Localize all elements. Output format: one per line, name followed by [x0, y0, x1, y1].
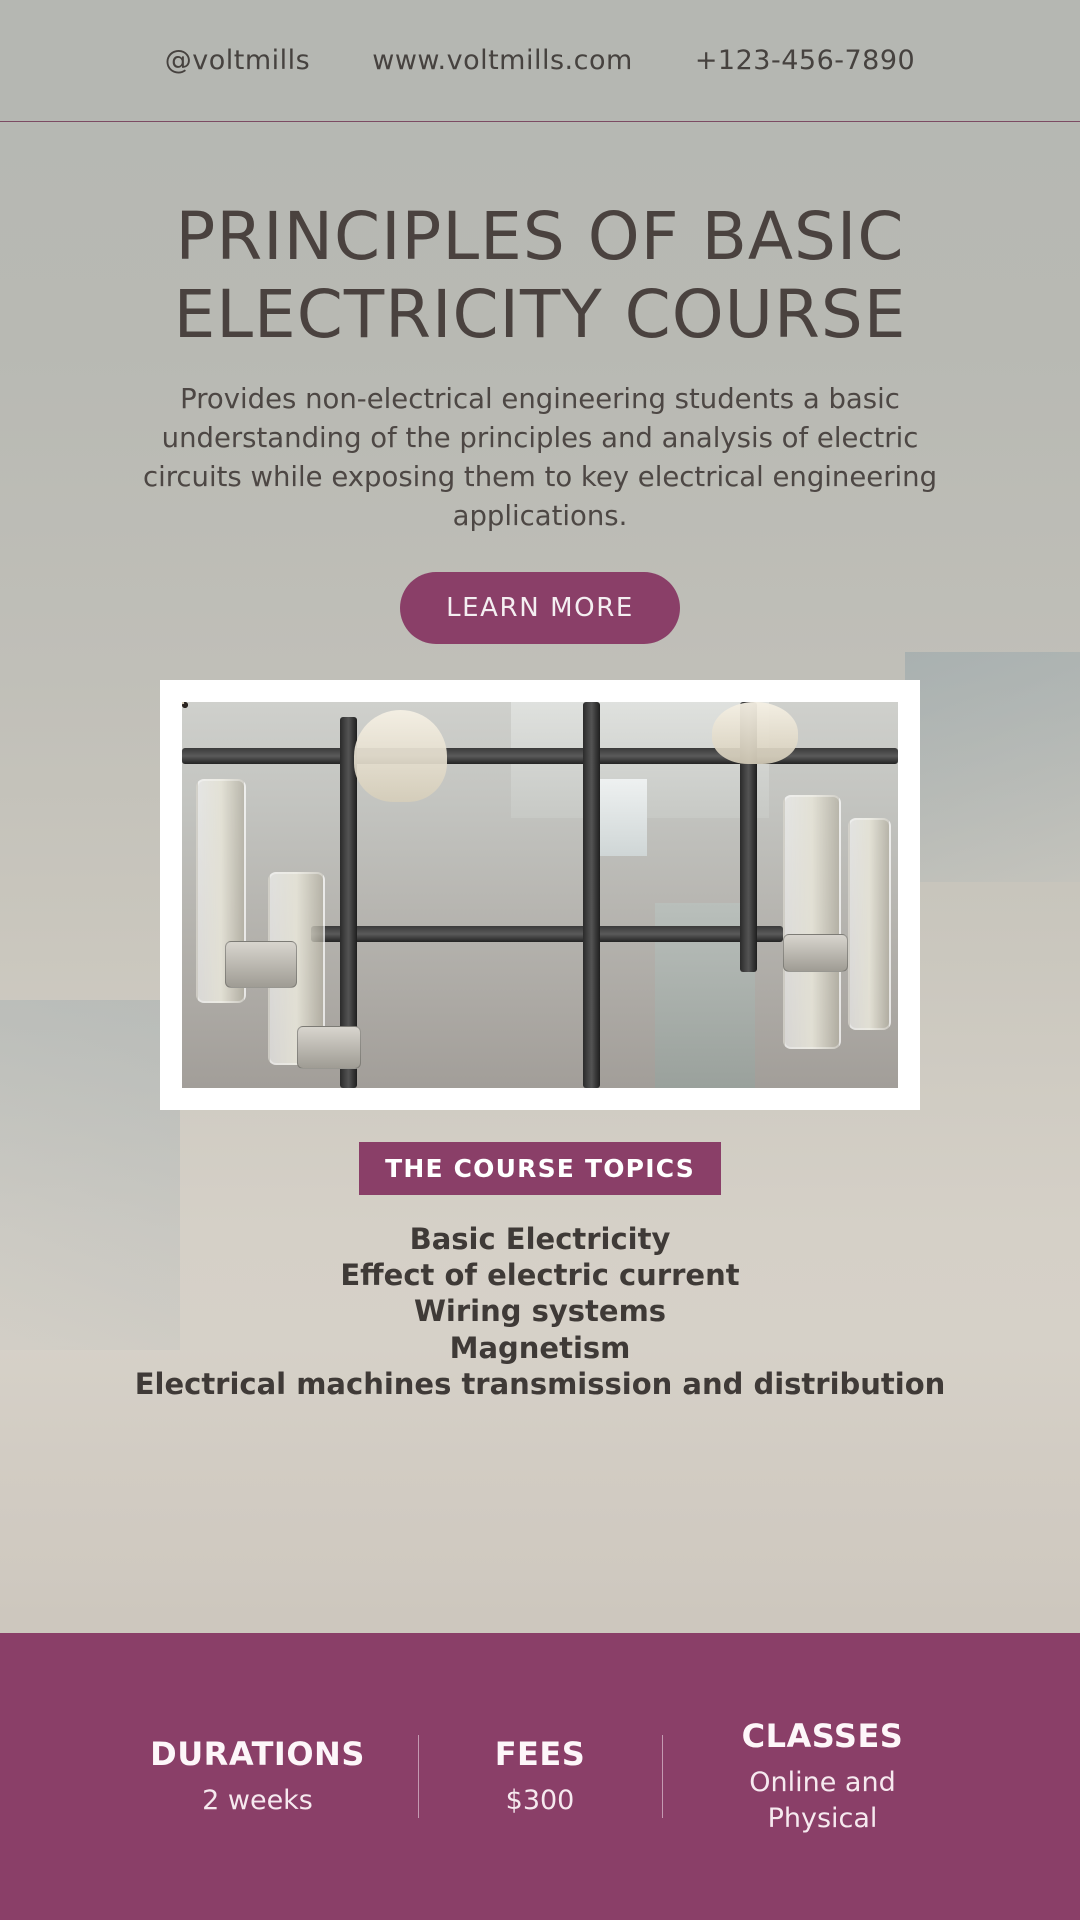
flask-top-right — [712, 702, 798, 764]
cta-container — [0, 572, 1080, 644]
topics-list — [0, 1221, 1080, 1402]
pipe-vertical-mid — [583, 702, 600, 1088]
list-item: Wiring systems — [413, 1294, 667, 1329]
valve-left — [225, 941, 297, 987]
footer-column-classes — [663, 1717, 983, 1835]
phone-number[interactable]: +123-456-7890 — [694, 45, 916, 76]
topics-badge-container — [0, 1142, 1080, 1195]
flask-top-left — [354, 710, 447, 803]
page-title: PRINCIPLES OF BASIC ELECTRICITY COURSE — [173, 198, 907, 353]
website-url[interactable]: www.voltmills.com — [372, 45, 633, 76]
list-item: Effect of electric current — [340, 1258, 740, 1293]
learn-more-button[interactable]: LEARN MORE — [400, 572, 680, 644]
hero-description: Provides non-electrical engineering students a basic understanding of the principles and analysis of electric circuits while exposing them to key electrical engineering applications. — [142, 382, 938, 532]
course-photo — [182, 702, 898, 1088]
list-item: Magnetism — [449, 1330, 631, 1365]
footer-value: 2 weeks — [202, 1784, 313, 1816]
contact-bar — [0, 0, 1080, 122]
footer-heading: DURATIONS — [150, 1734, 365, 1773]
footer-column-durations — [98, 1735, 418, 1818]
social-handle[interactable]: @voltmills — [164, 45, 311, 76]
valve-bottom-left — [297, 1026, 361, 1068]
footer-heading: FEES — [494, 1734, 586, 1773]
glass-column-right2 — [848, 818, 891, 1030]
footer-value: Online and Physical — [749, 1767, 896, 1834]
decorative-block-right — [905, 652, 1080, 882]
footer-heading: CLASSES — [741, 1717, 904, 1756]
photo-frame — [160, 680, 920, 1110]
footer-column-fees — [418, 1735, 663, 1818]
list-item: Electrical machines transmission and distribution — [134, 1366, 946, 1401]
topics-badge: THE COURSE TOPICS — [359, 1142, 721, 1195]
details-footer — [0, 1633, 1080, 1920]
valve-right — [783, 934, 847, 973]
list-item: Basic Electricity — [409, 1221, 671, 1256]
notepad — [182, 702, 184, 704]
footer-value: $300 — [505, 1784, 575, 1816]
pipe-horizontal-mid — [311, 926, 784, 942]
glass-column-right — [783, 795, 840, 1050]
hero-section — [0, 122, 1080, 644]
